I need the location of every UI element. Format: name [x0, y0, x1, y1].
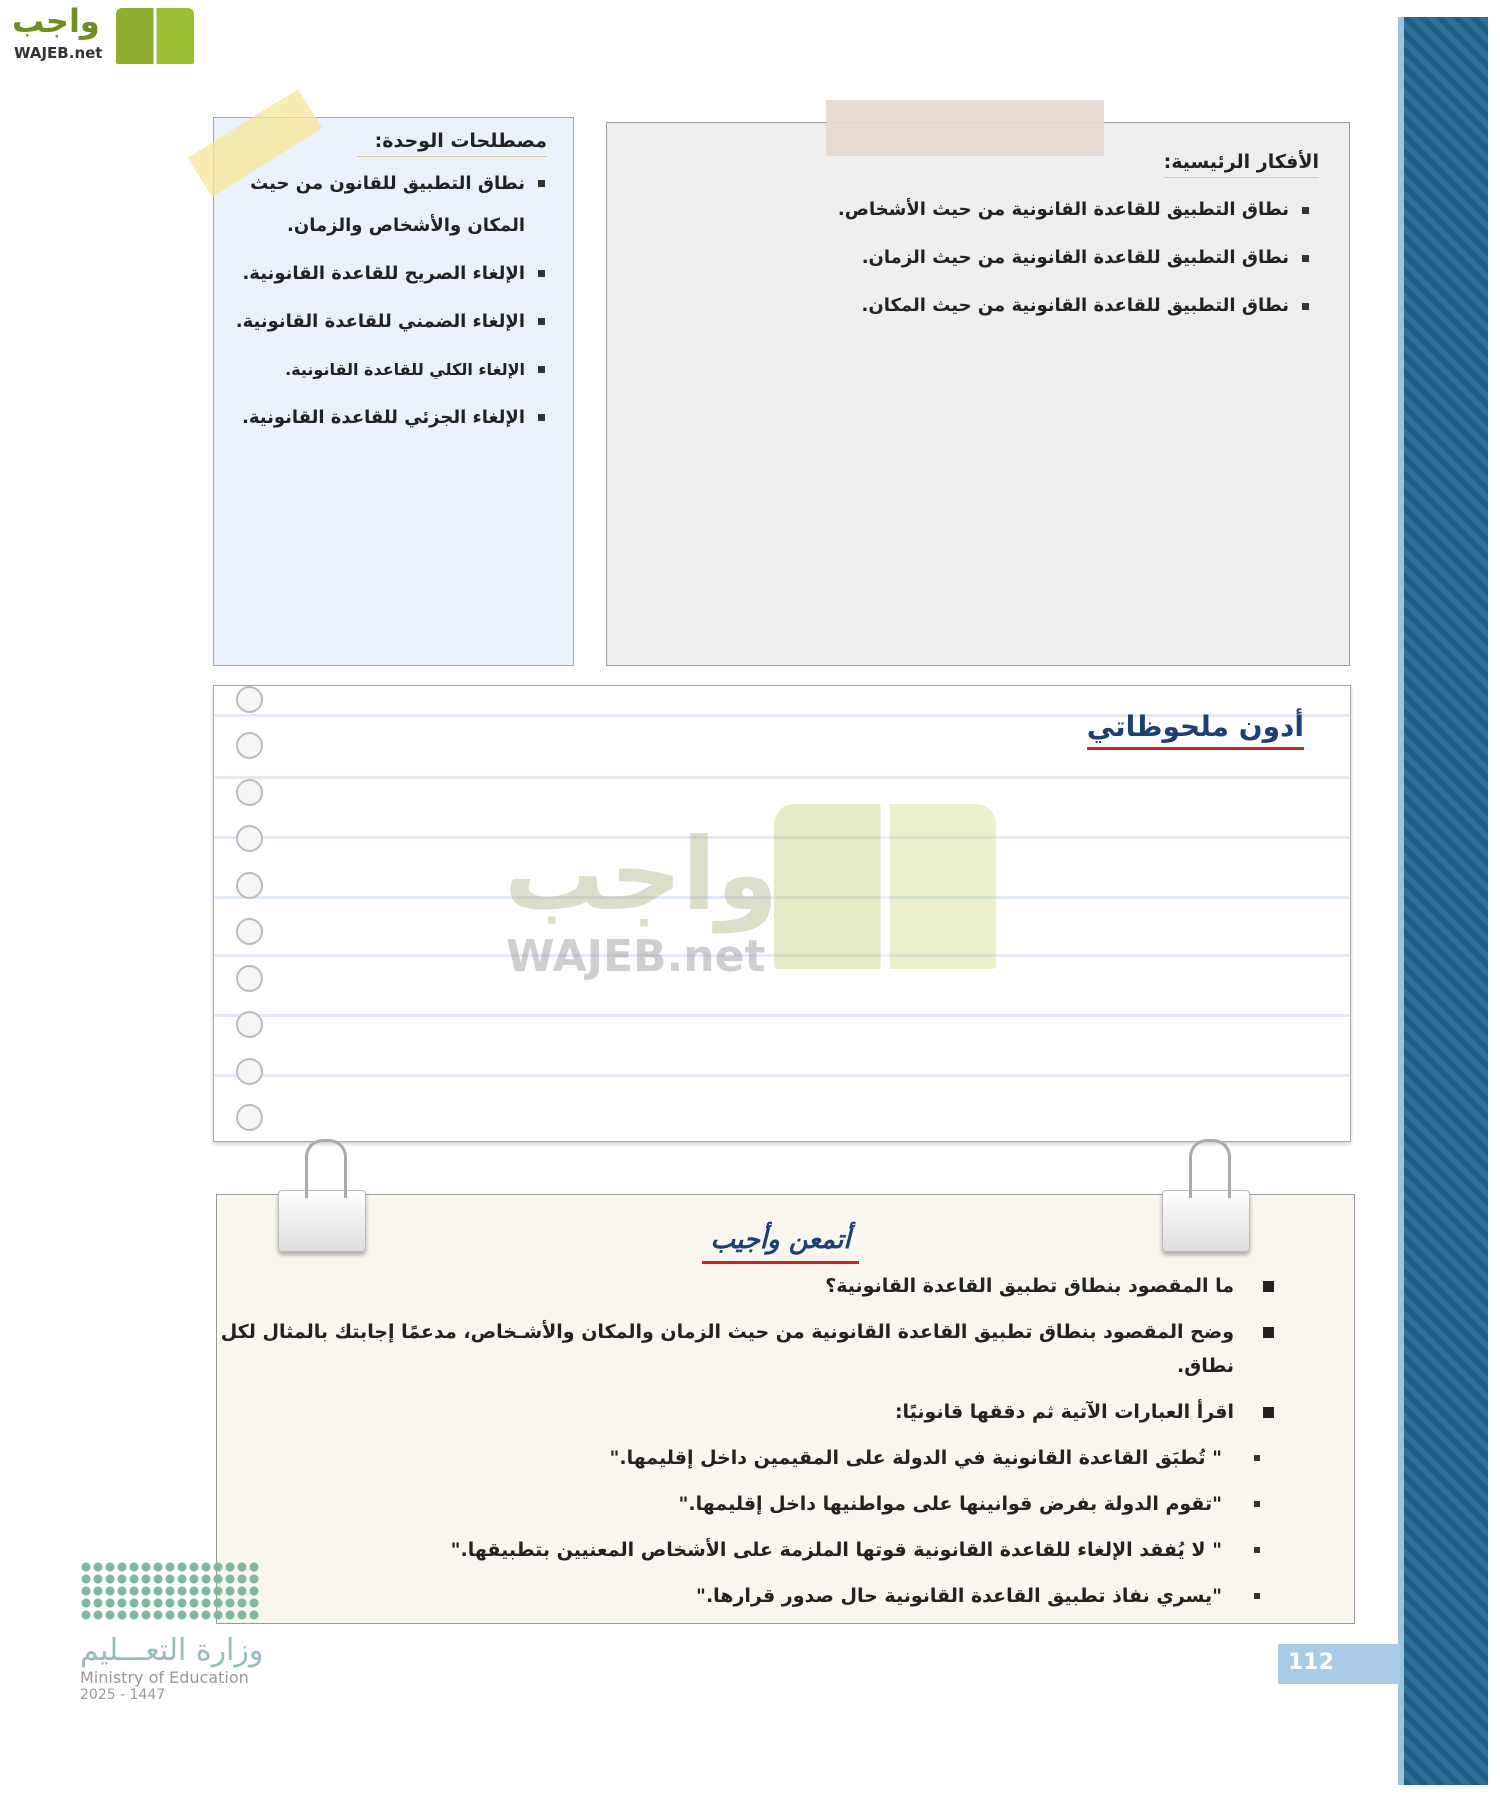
watermark-text-en: WAJEB.net	[506, 931, 766, 982]
page-number: 112	[1278, 1644, 1400, 1684]
term-item: الإلغاء الكلي للقاعدة القانونية.	[234, 349, 547, 391]
statement-item: " لا يُفقد الإلغاء للقاعدة القانونية قوتها الملزمة على الأشخاص المعنيين بتطبيقها."	[227, 1533, 1234, 1567]
statement-item: "تقوم الدولة بفرض قوانينها على مواطنيها داخل إقليمها."	[227, 1487, 1234, 1521]
logo-text-en: WAJEB.net	[14, 44, 103, 62]
note-line	[214, 1014, 1350, 1017]
note-line	[214, 1074, 1350, 1077]
notes-section[interactable]	[213, 685, 1351, 1142]
question-item: اقرأ العبارات الآتية ثم دققها قانونيًا:	[227, 1395, 1234, 1429]
idea-item: نطاق التطبيق للقاعدة القانونية من حيث الأشخاص.	[637, 186, 1319, 234]
ring-icon	[236, 686, 263, 713]
qa-title-text: أتمعن وأجيب	[702, 1225, 858, 1264]
tape-decoration	[826, 100, 1104, 156]
ring-icon	[236, 872, 263, 899]
term-item: نطاق التطبيق للقانون من حيث المكان والأشخاص والزمان.	[234, 163, 547, 247]
book-icon	[774, 804, 996, 969]
statement-item: " تُطبَق القاعدة القانونية في الدولة على المقيمين داخل إقليمها."	[227, 1441, 1234, 1475]
statement-item: "يسري نفاذ تطبيق القاعدة القانونية حال صدور قرارها."	[227, 1579, 1234, 1613]
wajeb-logo[interactable]	[8, 4, 193, 66]
question-item: ما المقصود بنطاق تطبيق القاعدة القانونية؟	[227, 1269, 1234, 1303]
edition-year: 2025 - 1447	[80, 1687, 166, 1703]
ministry-name-ar: وزارة التعـــليم	[80, 1633, 264, 1668]
terms-title: مصطلحات الوحدة:	[357, 130, 547, 157]
ring-icon	[236, 779, 263, 806]
ministry-name-en: Ministry of Education	[80, 1668, 249, 1687]
term-item: الإلغاء الضمني للقاعدة القانونية.	[234, 301, 547, 343]
term-item: الإلغاء الصريح للقاعدة القانونية.	[234, 253, 547, 295]
ring-icon	[236, 965, 263, 992]
ring-icon	[236, 732, 263, 759]
idea-item: نطاق التطبيق للقاعدة القانونية من حيث الزمان.	[637, 234, 1319, 282]
ideas-title: الأفكار الرئيسية:	[1164, 151, 1319, 178]
note-line	[214, 776, 1350, 779]
idea-item: نطاق التطبيق للقاعدة القانونية من حيث المكان.	[637, 282, 1319, 330]
ring-icon	[236, 825, 263, 852]
book-icon	[116, 8, 194, 64]
reflect-answer-box	[216, 1194, 1355, 1624]
logo-text-ar: واجب	[12, 2, 100, 40]
ring-icon	[236, 918, 263, 945]
ring-icon	[236, 1058, 263, 1085]
main-ideas-box	[606, 122, 1350, 666]
binder-clip-icon	[278, 1190, 366, 1252]
ring-icon	[236, 1011, 263, 1038]
question-item: وضح المقصود بنطاق تطبيق القاعدة القانونية من حيث الزمان والمكان والأشـخاص، مدعمًا إجابتك بالمثال لكل نطاق.	[217, 1315, 1234, 1383]
ministry-logo	[80, 1561, 280, 1731]
notes-title: أدون ملحوظاتي	[1087, 710, 1304, 750]
binder-clip-icon	[1162, 1190, 1250, 1252]
unit-terms-box	[213, 117, 574, 666]
watermark-text-ar: واجب	[504, 816, 779, 933]
ring-icon	[236, 1104, 263, 1131]
decorative-side-strip	[1398, 17, 1488, 1785]
term-item: الإلغاء الجزئي للقاعدة القانونية.	[234, 397, 547, 439]
ministry-dots-icon	[80, 1561, 260, 1621]
